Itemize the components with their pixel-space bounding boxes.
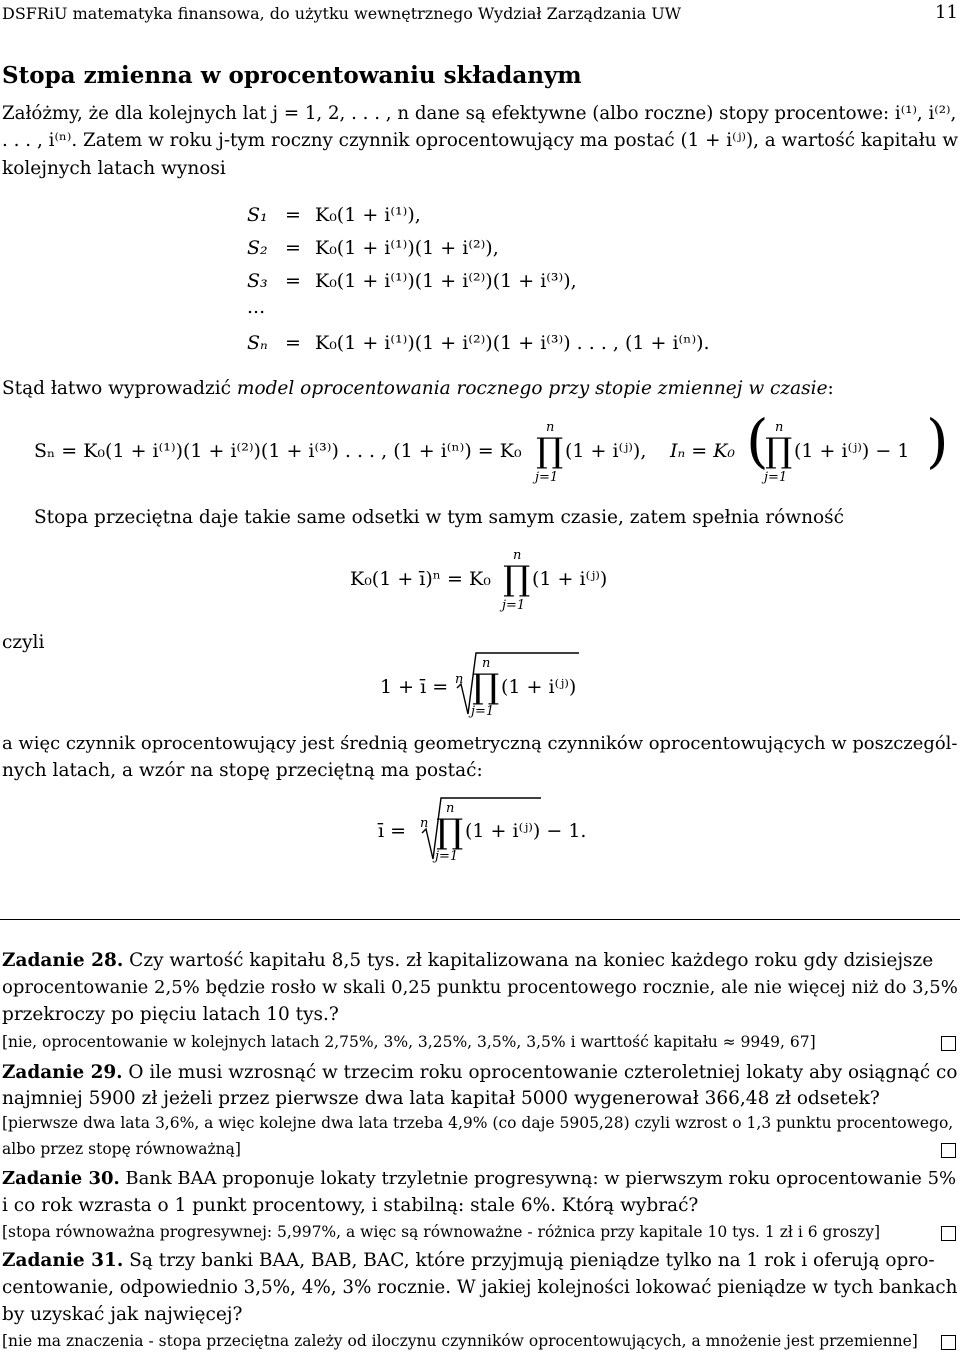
task-29-line-2: najmniej 5900 zł jeżeli przez pierwsze dwa lata kapitał 5000 wygenerował 366,48 zł odsetek? bbox=[2, 1088, 880, 1109]
task-30-answer: [stopa równoważna progresywnej: 5,997%, a więc są równoważne - różnica przy kapitale 10 tys. 1 zł i 6 groszy] bbox=[2, 1223, 881, 1241]
eq-lhs-1: S₁ bbox=[247, 204, 268, 226]
task-28-line-1 bbox=[2, 950, 933, 971]
prod-upper-3: n bbox=[513, 548, 522, 563]
prod-upper-4: n bbox=[482, 656, 491, 671]
intro-line-3: kolejnych latach wynosi bbox=[2, 158, 226, 179]
task-29-answer-1: [pierwsze dwa lata 3,6%, a więc kolejne dwa lata trzeba 4,9% (co daje 5905,28) czyli wzrost o 1,3 punktu procentowego, bbox=[2, 1114, 954, 1132]
czyli-label: czyli bbox=[2, 632, 45, 653]
task-31-line-2: centowanie, odpowiednio 3,5%, 4%, 3% rocznie. W jakiej kolejności lokować pieniądze w tych bankach bbox=[2, 1277, 958, 1298]
product-symbol-4: ∏ bbox=[472, 667, 500, 707]
task-29-label: Zadanie 29. bbox=[2, 1062, 123, 1083]
task-31-answer: [nie ma znaczenia - stopa przeciętna zależy od iloczynu czynników oprocentowujących, a mnożenie jest przemienne] bbox=[2, 1332, 918, 1350]
prod-lower-4: j=1 bbox=[471, 704, 495, 719]
model-formula-part2: Iₙ = K₀ bbox=[670, 440, 736, 462]
model-formula-term1: (1 + i⁽ʲ⁾), bbox=[565, 440, 647, 462]
eq-sign-1: = bbox=[285, 204, 301, 226]
section-title: Stopa zmienna w oprocentowaniu składanym bbox=[2, 62, 582, 89]
task-28-text: Czy wartość kapitału 8,5 tys. zł kapitalizowana na koniec każdego roku gdy dzisiejsze bbox=[123, 950, 934, 971]
page-number: 11 bbox=[935, 2, 958, 23]
average-formula-lhs: K₀(1 + ī)ⁿ = K₀ bbox=[350, 568, 491, 590]
task-29-text: O ile musi wzrosnąć w trzecim roku oprocentowanie czteroletniej lokaty aby osiągnąć co bbox=[122, 1062, 958, 1083]
root-formula-term: (1 + i⁽ʲ⁾) bbox=[501, 676, 577, 698]
task-30-line-2: i co rok wzrasta o 1 punkt procentowy, i stabilną: stale 6%. Którą wybrać? bbox=[2, 1195, 699, 1216]
eq-rhs-3: K₀(1 + i⁽¹⁾)(1 + i⁽²⁾)(1 + i⁽³⁾), bbox=[315, 270, 577, 292]
geometric-line-1: a więc czynnik oprocentowujący jest średnią geometryczną czynników oprocentowujących w poszczegól- bbox=[2, 733, 958, 754]
task-29-line-1 bbox=[2, 1062, 957, 1083]
model-intro-italic: model oprocentowania rocznego przy stopie zmiennej w czasie bbox=[236, 378, 828, 399]
eq-lhs-3: S₃ bbox=[247, 270, 268, 292]
eq-ellipsis: ... bbox=[247, 296, 266, 318]
eq-lhs-2: S₂ bbox=[247, 237, 268, 259]
prod-lower-1: j=1 bbox=[535, 470, 559, 485]
root-formula-lhs: 1 + ī = bbox=[380, 676, 449, 698]
intro-line-1: Załóżmy, że dla kolejnych lat j = 1, 2, . . . , n dane są efektywne (albo roczne) stopy procentowe: i⁽¹⁾, i⁽²⁾, bbox=[2, 103, 957, 124]
average-formula-term: (1 + i⁽ʲ⁾) bbox=[532, 568, 608, 590]
root-index-2: n bbox=[420, 816, 429, 831]
final-formula-term: (1 + i⁽ʲ⁾) − 1. bbox=[465, 820, 587, 842]
final-formula-lhs: ī = bbox=[378, 820, 407, 842]
model-intro bbox=[2, 378, 834, 399]
section-divider bbox=[0, 919, 960, 920]
page-header: DSFRiU matematyka finansowa, do użytku wewnętrznego Wydział Zarządzania UW bbox=[2, 4, 682, 23]
root-index-1: n bbox=[455, 672, 464, 687]
model-formula-term2: (1 + i⁽ʲ⁾) − 1 bbox=[794, 440, 910, 462]
task-28-line-3: przekroczy po pięciu latach 10 tys.? bbox=[2, 1004, 339, 1025]
prod-upper-5: n bbox=[446, 801, 455, 816]
product-symbol-1: ∏ bbox=[536, 431, 564, 471]
prod-lower-3: j=1 bbox=[502, 598, 526, 613]
eq-sign-5: = bbox=[285, 332, 301, 354]
qed-box-31 bbox=[941, 1335, 956, 1350]
task-31-text: Są trzy banki BAA, BAB, BAC, które przyjmują pieniądze tylko na 1 rok i oferują opro- bbox=[123, 1250, 935, 1271]
intro-line-2: . . . , i⁽ⁿ⁾. Zatem w roku j-tym roczny czynnik oprocentowujący ma postać (1 + i⁽ʲ⁾), a wartość kapitału w bbox=[2, 130, 959, 151]
product-symbol-2: ∏ bbox=[765, 431, 793, 471]
task-28-label: Zadanie 28. bbox=[2, 950, 124, 971]
big-paren-left: ( bbox=[746, 407, 769, 475]
task-31-line-1 bbox=[2, 1250, 935, 1271]
model-intro-plain: Stąd łatwo wyprowadzić bbox=[2, 378, 237, 399]
geometric-line-2: nych latach, a wzór na stopę przeciętną ma postać: bbox=[2, 760, 483, 781]
task-30-label: Zadanie 30. bbox=[2, 1168, 120, 1189]
task-28-answer: [nie, oprocentowanie w kolejnych latach 2,75%, 3%, 3,25%, 3,5%, 3,5% i warttość kapitału ≈ 9949, 67] bbox=[2, 1033, 816, 1051]
model-intro-end: : bbox=[827, 378, 834, 399]
eq-rhs-2: K₀(1 + i⁽¹⁾)(1 + i⁽²⁾), bbox=[315, 237, 499, 259]
task-30-text: Bank BAA proponuje lokaty trzyletnie progresywną: w pierwszym roku oprocentowanie 5% bbox=[119, 1168, 957, 1189]
eq-sign-2: = bbox=[285, 237, 301, 259]
model-formula-part1: Sₙ = K₀(1 + i⁽¹⁾)(1 + i⁽²⁾)(1 + i⁽³⁾) . . . , (1 + i⁽ⁿ⁾) = K₀ bbox=[34, 440, 522, 462]
task-31-line-3: by uzyskać jak najwięcej? bbox=[2, 1304, 243, 1325]
eq-rhs-5: K₀(1 + i⁽¹⁾)(1 + i⁽²⁾)(1 + i⁽³⁾) . . . , (1 + i⁽ⁿ⁾). bbox=[315, 332, 710, 354]
average-text: Stopa przeciętna daje takie same odsetki w tym samym czasie, zatem spełnia równość bbox=[34, 507, 845, 528]
task-30-line-1 bbox=[2, 1168, 956, 1189]
prod-lower-2: j=1 bbox=[764, 470, 788, 485]
qed-box-29 bbox=[941, 1143, 956, 1158]
prod-lower-5: j=1 bbox=[435, 849, 459, 864]
big-paren-right: ) bbox=[926, 407, 949, 475]
product-symbol-3: ∏ bbox=[503, 559, 531, 599]
product-symbol-5: ∏ bbox=[436, 812, 464, 852]
eq-lhs-5: Sₙ bbox=[247, 332, 268, 354]
task-29-answer-2: albo przez stopę równoważną] bbox=[2, 1140, 241, 1158]
qed-box-28 bbox=[941, 1036, 956, 1051]
task-28-line-2: oprocentowanie 2,5% będzie rosło w skali 0,25 punktu procentowego rocznie, ale nie więcej niż do 3,5% bbox=[2, 977, 958, 998]
task-31-label: Zadanie 31. bbox=[2, 1250, 124, 1271]
prod-upper-2: n bbox=[775, 420, 784, 435]
eq-sign-3: = bbox=[285, 270, 301, 292]
prod-upper-1: n bbox=[546, 420, 555, 435]
qed-box-30 bbox=[941, 1226, 956, 1241]
eq-rhs-1: K₀(1 + i⁽¹⁾), bbox=[315, 204, 421, 226]
